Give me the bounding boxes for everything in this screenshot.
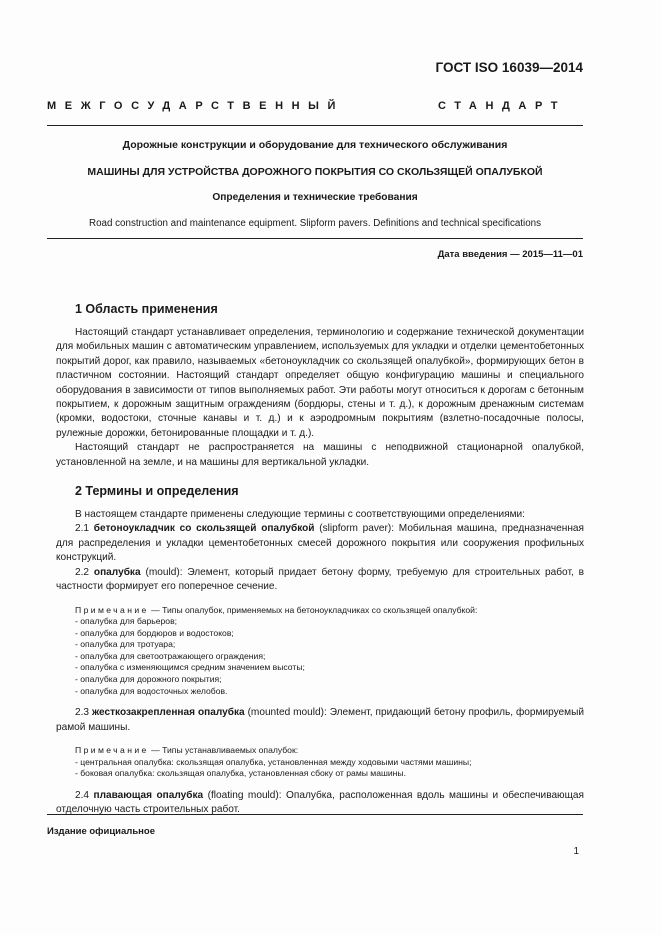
term-english: (mould)	[145, 566, 180, 578]
title-line-3: Определения и технические требования	[212, 192, 418, 203]
term-definition: : Мобильная машина, предназначенная для распределения и укладки цементобетонных смесей дорожного покрытия или сооружения профильных конструкций.	[56, 523, 585, 564]
note-list-item: - боковая опалубка: скользящая опалубка, установленная сбоку от рамы машины.	[75, 768, 406, 779]
note-list-item: - опалубка с изменяющимся средним значением высоты;	[75, 662, 305, 673]
section-2-heading: 2 Термины и определения	[75, 484, 239, 499]
term-2-3	[56, 706, 584, 735]
section-1-paragraph-2: Настоящий стандарт не распространяется на машины с неподвижной стационарной опалубкой, установленной на земле, и на машины для вертикальной укладки.	[56, 442, 584, 468]
title-divider	[47, 238, 583, 239]
document-code: ГОСТ ISO 16039—2014	[435, 60, 583, 75]
term-name: жесткозакрепленная опалубка	[91, 707, 245, 719]
term-number: 2.3	[75, 707, 90, 719]
note-list-item: - опалубка для бордюров и водостоков;	[75, 627, 234, 638]
note-list-item: - опалубка для дорожного покрытия;	[75, 674, 222, 685]
note-label: Примечание	[75, 745, 149, 756]
note-list-item: - опалубка для барьеров;	[75, 616, 178, 627]
term-2-2	[56, 566, 584, 595]
standard-type-word-1: МЕЖГОСУДАРСТВЕННЫЙ	[47, 100, 345, 112]
section-1-paragraph-1: Настоящий стандарт устанавливает определения, терминологию и содержание технической документации для мобильных машин с автоматическим управлением, используемых для укладки и отделки цементобетонных покрытий дорог, как правило, называемых «бетоноукладчик со скользящей опалубкой», формирующих бетон в пластичном состоянии. Настоящий стандарт определяет общую конфигурацию машины и специального оборудования в зависимости от типов выполняемых работ. Эти работы могут относиться к дорогам с бетонным покрытием, к дорожным защитным ограждениям (бордюры, стены и т. д.), к дорожным дренажным системам (кромки, водостоки, сточные канавы и т. д.) и к аэродромным покрытиям (взлетно-посадочные полосы, рулежные дорожки, бетонированные площадки и т. д.).	[56, 327, 584, 439]
title-line-2: МАШИНЫ ДЛЯ УСТРОЙСТВА ДОРОЖНОГО ПОКРЫТИЯ СО СКОЛЬЗЯЩЕЙ ОПАЛУБКОЙ	[87, 166, 543, 178]
note-mounted-mould-types	[75, 745, 584, 780]
term-definition: : Опалубка, расположенная вдоль машины и обеспечивающая отделочную часть строительных работ.	[56, 789, 585, 816]
term-name: опалубка	[93, 566, 141, 578]
term-english: (floating mould)	[207, 789, 279, 801]
header-divider	[47, 125, 583, 126]
note-list-item: - опалубка для водосточных желобов.	[75, 685, 228, 696]
note-text: Типы опалубок, применяемых на бетоноукладчиках со скользящей опалубкой:	[162, 604, 478, 615]
note-mould-types	[75, 605, 584, 698]
footer-divider	[47, 814, 583, 815]
note-dash: —	[151, 745, 160, 756]
title-line-1: Дорожные конструкции и оборудование для технического обслуживания	[122, 139, 508, 151]
term-number: 2.4	[75, 789, 90, 801]
official-edition-label: Издание официальное	[47, 826, 155, 837]
term-name: бетоноукладчик со скользящей опалубкой	[93, 523, 315, 535]
term-name: плавающая опалубка	[93, 789, 204, 801]
term-definition: : Элемент, который придает бетону форму, требуемую для строительных работ, в частности формирует его поперечное сечение.	[56, 566, 584, 593]
note-head	[75, 605, 584, 617]
note-text: Типы устанавливаемых опалубок:	[162, 745, 299, 756]
term-english: (mounted mould)	[247, 707, 324, 719]
note-label: Примечание	[75, 604, 149, 615]
standard-type-word-2: СТАНДАРТ	[438, 100, 567, 112]
section-1-heading: 1 Область применения	[75, 302, 218, 316]
section-2-intro: В настоящем стандарте применены следующие термины с соответствующими определениями:	[75, 509, 525, 521]
document-body	[56, 302, 584, 818]
note-dash: —	[151, 604, 160, 615]
introduction-date: Дата введения — 2015—11—01	[437, 249, 583, 260]
title-english: Road construction and maintenance equipment. Slipform pavers. Definitions and technical specifications	[89, 218, 541, 229]
note-list-item: - опалубка для тротуара;	[75, 639, 176, 650]
term-number: 2.1	[75, 523, 90, 535]
term-english: (slipform paver)	[319, 523, 392, 535]
term-definition: : Элемент, придающий бетону профиль, формируемый рамой машины.	[56, 707, 584, 733]
note-list-item: - опалубка для светоотражающего ограждения;	[75, 650, 266, 661]
page-number: 1	[573, 846, 579, 857]
note-list-item: - центральная опалубка: скользящая опалубка, установленная между ходовыми частями машины;	[75, 756, 472, 767]
term-2-1	[56, 522, 584, 565]
term-number: 2.2	[75, 566, 90, 578]
note-head	[75, 745, 584, 757]
